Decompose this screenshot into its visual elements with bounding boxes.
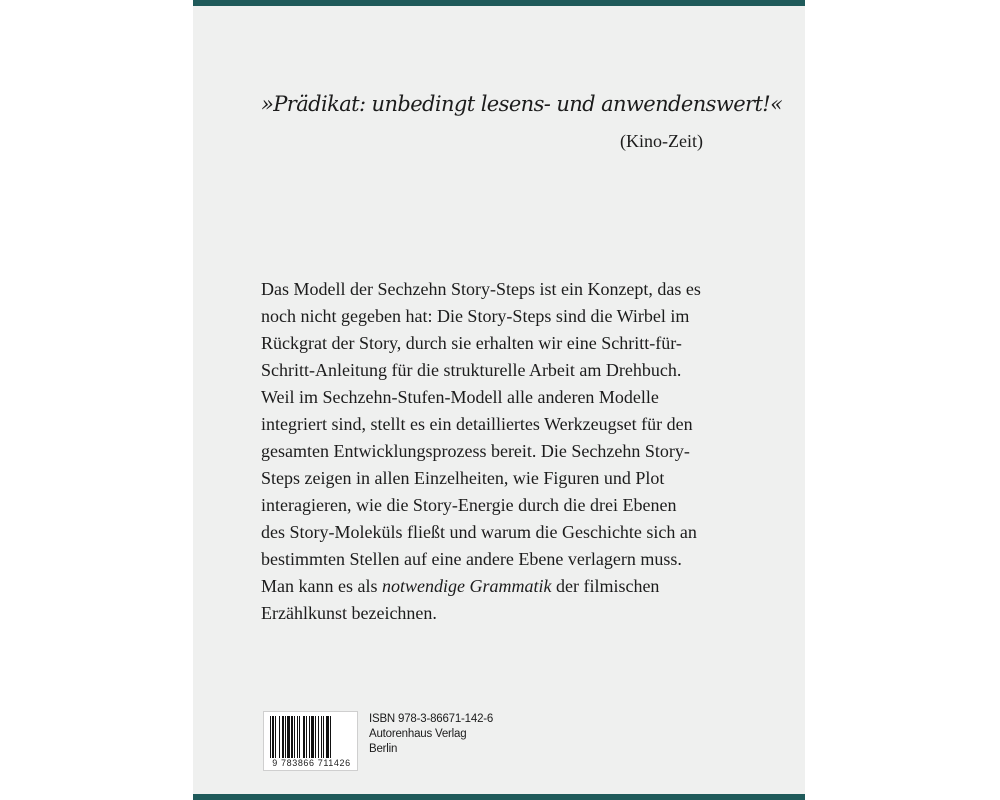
blurb-line: interagieren, wie die Story-Energie durch die drei Ebenen <box>261 495 677 515</box>
top-accent-stripe <box>193 0 805 6</box>
blurb-line <box>261 573 731 600</box>
blurb-line: noch nicht gegeben hat: Die Story-Steps sind die Wirbel im <box>261 306 690 326</box>
blurb-text-segment: der filmischen <box>551 576 660 596</box>
blurb-line: bestimmten Stellen auf eine andere Ebene verlagern muss. <box>261 549 682 569</box>
review-quote-source: (Kino-Zeit) <box>620 131 703 151</box>
publisher-name: Autorenhaus Verlag <box>369 728 467 740</box>
blurb-line: Weil im Sechzehn-Stufen-Modell alle anderen Modelle <box>261 387 659 407</box>
book-back-cover <box>193 0 805 800</box>
review-quote: »Prädikat: unbedingt lesens- und anwendenswert!« <box>261 92 783 116</box>
publisher-city: Berlin <box>369 743 398 755</box>
publisher-info <box>369 712 493 757</box>
blurb-line: Schritt-Anleitung für die strukturelle Arbeit am Drehbuch. <box>261 360 682 380</box>
blurb-text <box>261 276 731 627</box>
bottom-accent-stripe <box>193 794 805 800</box>
blurb-text-segment: Man kann es als <box>261 576 382 596</box>
isbn-number: ISBN 978-3-86671-142-6 <box>369 713 494 725</box>
barcode-bars-icon <box>270 716 353 758</box>
blurb-line: Rückgrat der Story, durch sie erhalten wir eine Schritt-für- <box>261 333 682 353</box>
blurb-line: Erzählkunst bezeichnen. <box>261 603 437 623</box>
isbn-barcode <box>263 711 358 771</box>
barcode-digits: 9 783866 711426 <box>272 758 351 768</box>
blurb-emphasis: notwendige Grammatik <box>381 576 552 596</box>
blurb-line: Steps zeigen in allen Einzelheiten, wie Figuren und Plot <box>261 468 665 488</box>
blurb-line: gesamten Entwicklungsprozess bereit. Die Sechzehn Story- <box>261 441 690 461</box>
blurb-line: des Story-Moleküls fließt und warum die Geschichte sich an <box>261 522 697 542</box>
blurb-line: Das Modell der Sechzehn Story-Steps ist ein Konzept, das es <box>261 279 701 299</box>
blurb-line: integriert sind, stellt es ein detailliertes Werkzeugset für den <box>261 414 693 434</box>
